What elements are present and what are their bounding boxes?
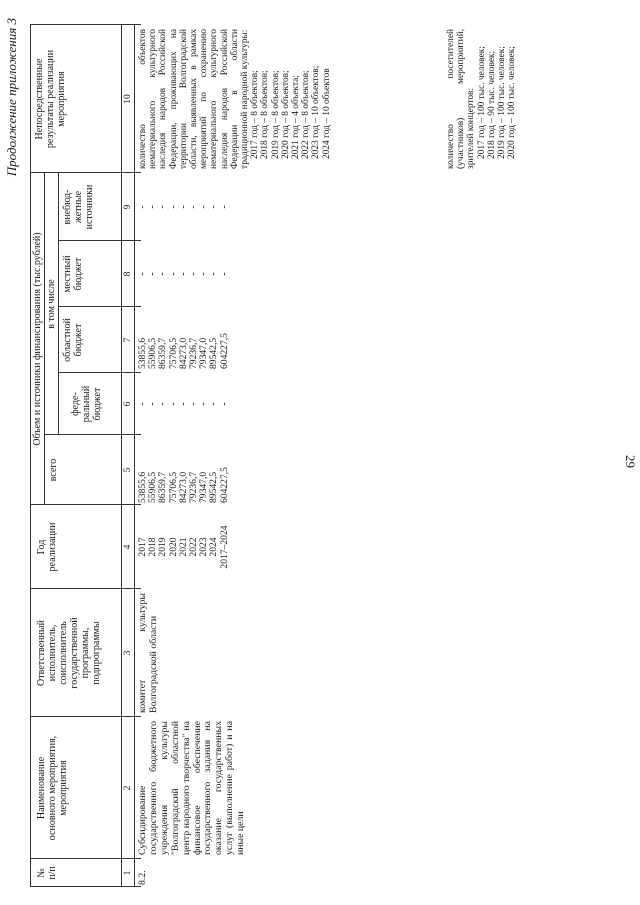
extra-value: - [218, 205, 230, 209]
header-local: местный бюджет [62, 255, 84, 293]
header-executor: Ответственный исполнитель, соисполнитель государственной программы, подпрограммы [36, 617, 102, 689]
results-year-line: 2017 год – 100 тыс. человек; [476, 46, 487, 159]
federal-value: - [218, 402, 230, 406]
total-list [138, 443, 230, 503]
extra-value: - [137, 205, 148, 209]
local-value: - [147, 272, 159, 276]
header-federal: феде- ральный бюджет [70, 385, 103, 423]
total-value: 86359,7 [157, 471, 169, 503]
extra-value: - [198, 205, 210, 209]
federal-value: - [137, 402, 148, 406]
year-value: 2020 [167, 537, 179, 557]
row-number: 8.2. [137, 870, 148, 885]
regional-value: 84273,0 [177, 337, 189, 369]
extra-list [138, 173, 230, 241]
extra-value: - [177, 205, 189, 209]
total-value: 604227,5 [218, 467, 230, 503]
federal-value: - [198, 402, 210, 406]
executor-name: комитет культуры Волгоградской области [137, 593, 159, 713]
results-year-line: 2019 год – 8 объектов; [270, 70, 281, 159]
header-extra: внебюд- жетные источники [62, 184, 95, 230]
local-value: - [198, 272, 210, 276]
extra-value: - [188, 205, 200, 209]
total-value: 79347,0 [198, 471, 210, 503]
federal-value: - [157, 402, 169, 406]
federal-value: - [167, 402, 179, 406]
year-value: 2019 [157, 537, 169, 557]
col-number: 9 [123, 204, 133, 210]
results-visitors-years [477, 29, 518, 169]
local-value: - [167, 272, 179, 276]
header-num: № п/п [36, 866, 58, 880]
local-value: - [188, 272, 200, 276]
regional-value: 79236,7 [188, 337, 200, 369]
col-number: 8 [123, 271, 133, 277]
results-cell [138, 29, 332, 169]
total-value: 89542,5 [208, 471, 220, 503]
regional-value: 75706,5 [167, 337, 179, 369]
col-number: 10 [123, 94, 133, 104]
measure-name: Субсидирование государственного бюджетного учреждения культуры "Волгоградский областной центр народного творчества" на финансовое обеспечение государственного задания на оказание государственных услуг (выполнение работ) и на иные цели [137, 721, 247, 855]
regional-list [138, 309, 230, 369]
header-subgroup: в том числе [46, 279, 57, 329]
year-value: 2018 [147, 537, 159, 557]
year-value: 2017 [137, 537, 148, 557]
header-finance: Объем и источники финансирования (тыс.рублей) [32, 232, 43, 446]
col-number: 2 [123, 785, 133, 791]
results-objects-text: количество объектов нематериального культурного наследия народов Российской Федерации, проживающих на территории Волгоградской области, выявленных в рамках мероприятий по сохранению нематериального культурного наследия народов Российской Федерации в области традиционной народной культуры: [138, 29, 251, 169]
results-year-line: 2021 год – 4 объекта; [291, 75, 302, 159]
header-regional: областной бюджет [62, 318, 84, 362]
results-visitors-text: количество посетителей (участников) мероприятий, зрителей концертов: [446, 29, 477, 169]
results-year-line: 2020 год – 8 объектов; [280, 70, 291, 159]
year-value: 2017–2024 [218, 525, 230, 569]
results-year-line: 2022 год – 8 объектов; [301, 70, 312, 159]
col-number: 4 [123, 544, 133, 550]
header-results: Непосредственные результаты реализации мероприятия [34, 49, 67, 149]
header-year: Год реализации [36, 522, 58, 572]
federal-value: - [147, 402, 159, 406]
page-number: 29 [623, 455, 638, 468]
local-value: - [177, 272, 189, 276]
results-objects-years [250, 29, 332, 169]
header-name: Наименование основного мероприятия, мероприятия [36, 735, 69, 841]
year-value: 2023 [198, 537, 210, 557]
regional-value: 89542,5 [208, 337, 220, 369]
results-year-line: 2018 год – 8 объектов; [260, 70, 271, 159]
local-value: - [218, 272, 230, 276]
regional-value: 86359,7 [157, 337, 169, 369]
federal-list [138, 373, 230, 435]
results-year-line: 2017 год – 8 объектов; [250, 70, 261, 159]
total-value: 53855,6 [137, 471, 148, 503]
regional-value: 79347,0 [198, 337, 210, 369]
results-year-line: 2019 год – 100 тыс. человек; [497, 46, 508, 159]
col-number: 1 [123, 870, 133, 876]
col-number: 6 [123, 401, 133, 407]
federal-value: - [208, 402, 220, 406]
total-value: 79236,7 [188, 471, 200, 503]
results-year-line: 2020 год – 100 тыс. человек; [507, 46, 518, 159]
regional-value: 55906,5 [147, 337, 159, 369]
local-list [138, 241, 230, 307]
year-value: 2022 [188, 537, 200, 557]
local-value: - [137, 272, 148, 276]
local-value: - [157, 272, 169, 276]
year-value: 2021 [177, 537, 189, 557]
total-value: 75706,5 [167, 471, 179, 503]
col-number: 7 [123, 337, 133, 343]
federal-value: - [188, 402, 200, 406]
extra-value: - [167, 205, 179, 209]
regional-value: 53855,6 [137, 337, 148, 369]
local-value: - [208, 272, 220, 276]
header-total: всего [48, 458, 59, 482]
extra-value: - [157, 205, 169, 209]
results-year-line: 2024 год – 10 объектов [321, 68, 332, 159]
year-value: 2024 [208, 537, 220, 557]
total-value: 84273,0 [177, 471, 189, 503]
col-number: 3 [123, 650, 133, 656]
federal-value: - [177, 402, 189, 406]
col-number: 5 [123, 467, 133, 473]
total-value: 55906,5 [147, 471, 159, 503]
results-year-line: 2023 год – 10 объектов; [311, 65, 322, 159]
regional-value: 604227,5 [218, 333, 230, 369]
extra-value: - [147, 205, 159, 209]
years-list [138, 505, 230, 589]
results-cell-visitors [446, 29, 517, 169]
appendix-heading: Продолжение приложения 3 [4, 18, 19, 177]
results-year-line: 2018 год – 90 тыс. человек; [486, 50, 497, 159]
extra-value: - [208, 205, 220, 209]
